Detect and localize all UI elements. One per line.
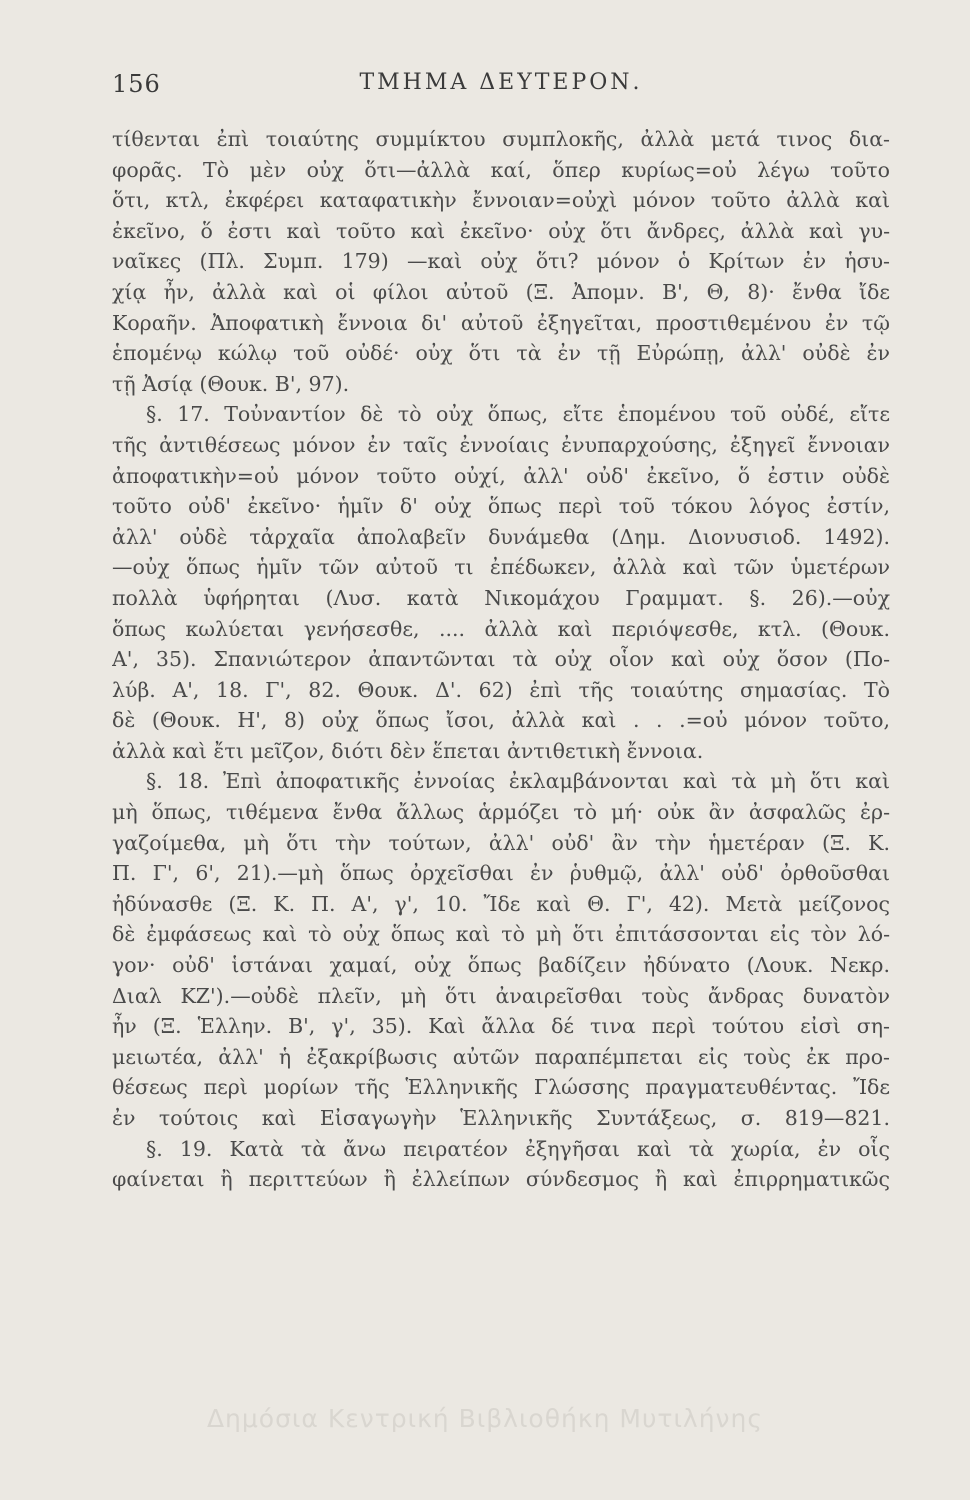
section-18-start: §. 18. Ἐπὶ ἀποφατικῆς ἐννοίας ἐκλαμβάνονται καὶ τὰ μὴ ὅτι καὶ (146, 769, 890, 794)
text-line: μειωτέα, ἀλλ' ἡ ἐξακρίβωσις αὐτῶν παραπέμπεται εἰς τοὺς ἐκ προ- (112, 1044, 890, 1069)
text-line: Κοραῆν. Ἀποφατικὴ ἔννοια δι' αὐτοῦ ἐξηγεῖται, προστιθεμένου ἐν τῷ (112, 310, 890, 335)
text-line: ἠδύνασθε (Ξ. Κ. Π. Α', γ', 10. Ἴδε καὶ Θ. Γ', 42). Μετὰ μείζονος (112, 891, 890, 916)
text-line: Π. Γ', 6', 21).—μὴ ὅπως ὀρχεῖσθαι ἐν ῥυθμῷ, ἀλλ' οὐδ' ὀρθοῦσθαι (112, 861, 890, 886)
body-text (112, 124, 890, 1195)
text-line: θέσεως περὶ μορίων τῆς Ἑλληνικῆς Γλώσσης πραγματευθέντας. Ἴδε (112, 1075, 890, 1100)
text-line: γον· οὐδ' ἱστάναι χαμαί, οὐχ ὅπως βαδίζειν ἠδύνατο (Λουκ. Νεκρ. (112, 953, 890, 978)
text-line: ἦν (Ξ. Ἑλλην. Β', γ', 35). Καὶ ἄλλα δέ τινα περὶ τούτου εἰσὶ ση- (112, 1014, 890, 1039)
section-19-start: §. 19. Κατὰ τὰ ἄνω πειρατέον ἐξηγῆσαι καὶ τὰ χωρία, ἐν οἷς (146, 1136, 890, 1161)
text-line: φαίνεται ἢ περιττεύων ἢ ἐλλείπων σύνδεσμος ἢ καὶ ἐπιρρηματικῶς (112, 1167, 890, 1192)
section-17-start: §. 17. Τοὐναντίον δὲ τὸ οὐχ ὅπως, εἴτε ἑπομένου τοῦ οὐδέ, εἴτε (146, 402, 890, 427)
text-line: τῇ Ἀσίᾳ (Θουκ. Β', 97). (112, 371, 350, 396)
text-line: τῆς ἀντιθέσεως μόνον ἐν ταῖς ἐννοίαις ἐνυπαρχούσης, ἐξηγεῖ ἔννοιαν (112, 432, 890, 457)
text-line: τοῦτο οὐδ' ἐκεῖνο· ἡμῖν δ' οὐχ ὅπως περὶ τοῦ τόκου λόγος ἐστίν, (112, 494, 890, 519)
library-watermark: Δημόσια Κεντρική Βιβλιοθήκη Μυτιλήνης (206, 1404, 764, 1433)
text-line: γαζοίμεθα, μὴ ὅτι τὴν τούτων, ἀλλ' οὐδ' ἂν τὴν ἡμετέραν (Ξ. Κ. (112, 830, 890, 855)
text-line: ὅτι, κτλ, ἐκφέρει καταφατικὴν ἔννοιαν=οὐχὶ μόνον τοῦτο ἀλλὰ καὶ (112, 188, 890, 213)
text-line: λύβ. Α', 18. Γ', 82. Θουκ. Δ'. 62) ἐπὶ τῆς τοιαύτης σημασίας. Τὸ (112, 677, 890, 702)
text-line: δὲ ἐμφάσεως καὶ τὸ οὐχ ὅπως καὶ τὸ μὴ ὅτι ἐπιτάσσονται εἰς τὸν λό- (112, 922, 890, 947)
text-line: χίᾳ ἦν, ἀλλὰ καὶ οἱ φίλοι αὐτοῦ (Ξ. Ἀπομν. Β', Θ, 8)· ἔνθα ἴδε (112, 279, 890, 304)
text-line: ἐκεῖνο, ὅ ἐστι καὶ τοῦτο καὶ ἐκεῖνο· οὐχ ὅτι ἄνδρες, ἀλλὰ καὶ γυ- (112, 218, 890, 243)
text-line: Διαλ ΚΖ').—οὐδὲ πλεῖν, μὴ ὅτι ἀναιρεῖσθαι τοὺς ἄνδρας δυνατὸν (112, 983, 890, 1008)
text-line: ἀλλ' οὐδὲ τἀρχαῖα ἀπολαβεῖν δυνάμεθα (Δημ. Διονυσιοδ. 1492). (112, 524, 890, 549)
text-line: ἀλλὰ καὶ ἔτι μεῖζον, διότι δὲν ἕπεται ἀντιθετικὴ ἔννοια. (112, 738, 704, 763)
page-header (112, 70, 890, 110)
text-line: τίθενται ἐπὶ τοιαύτης συμμίκτου συμπλοκῆς, ἀλλὰ μετά τινος δια- (112, 127, 890, 151)
text-line: Α', 35). Σπανιώτερον ἀπαντῶνται τὰ οὐχ οἷον καὶ οὐχ ὅσον (Πο- (112, 647, 890, 672)
text-line: δὲ (Θουκ. Η', 8) οὐχ ὅπως ἴσοι, ἀλλὰ καὶ . . .=οὐ μόνον τοῦτο, (112, 708, 890, 733)
text-line: μὴ ὅπως, τιθέμενα ἔνθα ἄλλως ἁρμόζει τὸ μή· οὐκ ἂν ἀσφαλῶς ἐρ- (112, 800, 890, 825)
text-line: ἐν τούτοις καὶ Εἰσαγωγὴν Ἑλληνικῆς Συντάξεως, σ. 819—821. (112, 1106, 890, 1130)
text-line: ἀποφατικὴν=οὐ μόνον τοῦτο οὐχί, ἀλλ' οὐδ' ἐκεῖνο, ὅ ἐστιν οὐδὲ (112, 463, 890, 488)
text-line: ὅπως κωλύεται γενήσεσθε, .... ἀλλὰ καὶ περιόψεσθε, κτλ. (Θουκ. (112, 616, 890, 641)
text-line: φορᾶς. Τὸ μὲν οὐχ ὅτι—ἀλλὰ καί, ὅπερ κυρίως=οὐ λέγω τοῦτο (112, 157, 890, 182)
text-line: —οὐχ ὅπως ἡμῖν τῶν αὐτοῦ τι ἐπέδωκεν, ἀλλὰ καὶ τῶν ὑμετέρων (112, 555, 890, 580)
page-number: 156 (112, 70, 161, 98)
text-line: ἑπομένῳ κώλῳ τοῦ οὐδέ· οὐχ ὅτι τὰ ἐν τῇ Εὐρώπῃ, ἀλλ' οὐδὲ ἐν (112, 341, 890, 366)
running-title: ΤΜΗΜΑ ΔΕΥΤΕΡΟΝ. (359, 70, 643, 95)
text-line: ναῖκες (Πλ. Συμπ. 179) —καὶ οὐχ ὅτι? μόνον ὁ Κρίτων ἐν ἡσυ- (112, 249, 890, 274)
text-line: πολλὰ ὑφήρηται (Λυσ. κατὰ Νικομάχου Γραμματ. §. 26).—οὐχ (112, 585, 890, 610)
